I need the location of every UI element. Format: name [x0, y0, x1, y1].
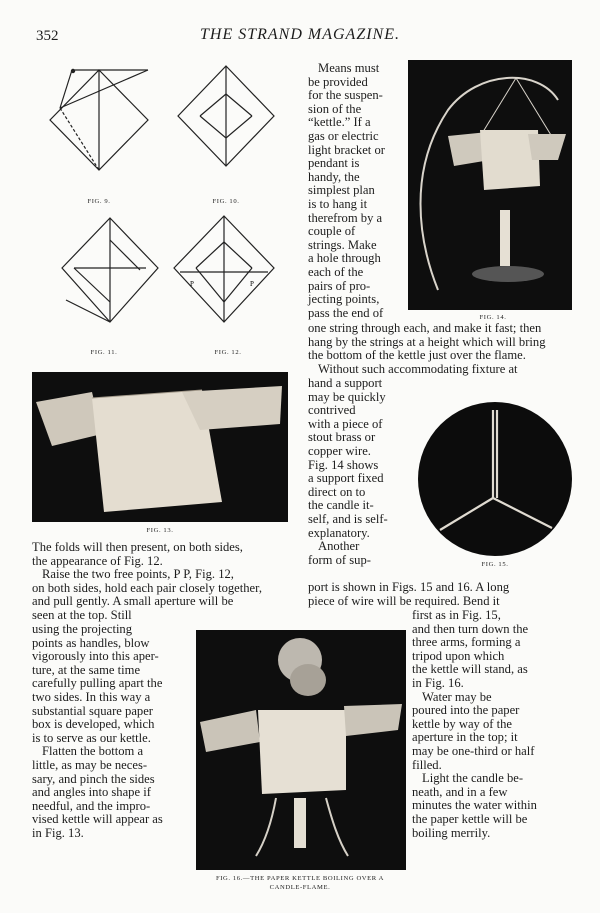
fig-15-caption: FIG. 15. — [481, 561, 509, 568]
text-left-narrow: using the projecting points as handles, blow vigorously into this aper- ture, at the same time carefully pulling apart the two sides. In this way a substantial square paper box is developed, which is to serve as our kettle. Flatten the bottom a little, as may be neces- sary, and pinch the sides and angles into shape if needful, and the impro- vised kettle will appear as in Fig. 13. — [32, 622, 163, 840]
text-left-full: The folds will then present, on both sides, the appearance of Fig. 12. Raise the two free points, P P, Fig. 12, on both sides, hold each pair closely together, and pull gently. A small aperture will be seen at the top. Still — [32, 540, 262, 622]
fig-16-photo — [196, 630, 406, 870]
text-support-tail: port is shown in Figs. 15 and 16. A long piece of wire will be required. Bend it — [308, 580, 510, 608]
fig-10-caption: FIG. 10. — [212, 198, 240, 205]
fig-9-caption: FIG. 9. — [87, 198, 111, 205]
fig-9-diagram — [40, 60, 158, 192]
fig-12-diagram — [166, 212, 282, 342]
fig-12-mark-right: P — [250, 280, 254, 288]
text-right-full: one string through each, and make it fast; then hang by the strings at a height which will bring the bottom of the kettle just over the flame. Without such accommodating fixture at — [308, 321, 546, 376]
fig-12-caption: FIG. 12. — [214, 349, 242, 356]
running-title: THE STRAND MAGAZINE. — [200, 26, 400, 43]
text-right-mid: hand a support may be quickly contrived with a piece of stout brass or copper wire. Fig. 14 shows a support fixed direct on to the candle it- self, and is self- explanatory. Another form of sup- — [308, 376, 388, 567]
fig-13-caption: FIG. 13. — [146, 527, 174, 534]
text-right-bottom: first as in Fig. 15, and then turn down the three arms, forming a tripod upon which the kettle will stand, as in Fig. 16. Water may be poured into the paper kettle by way of the aperture in the top; it may be one-third or half filled. Light the candle be- neath, and in a few minutes the water within the paper kettle will be boiling merrily. — [412, 608, 537, 840]
fig-16-caption-line1: FIG. 16.—THE PAPER KETTLE BOILING OVER A — [215, 875, 385, 882]
page-number: 352 — [36, 28, 59, 44]
fig-10-diagram — [170, 60, 282, 192]
fig-15-photo — [418, 402, 572, 556]
fig-14-photo — [408, 60, 572, 310]
fig-14-caption: FIG. 14. — [479, 314, 507, 321]
fig-16-caption-line2: CANDLE-FLAME. — [269, 884, 331, 891]
fig-11-caption: FIG. 11. — [90, 349, 118, 356]
text-right-top: Means must be provided for the suspen- sion of the “kettle.” If a gas or electric light bracket or pendant is handy, the simplest plan is to hang it therefrom by a couple of strings. Make a hole through each of the pairs of pro- jecting points, pass the end of — [308, 61, 385, 320]
fig-11-diagram — [54, 212, 166, 342]
fig-12-mark-left: P — [190, 280, 194, 288]
fig-13-photo — [32, 372, 288, 522]
